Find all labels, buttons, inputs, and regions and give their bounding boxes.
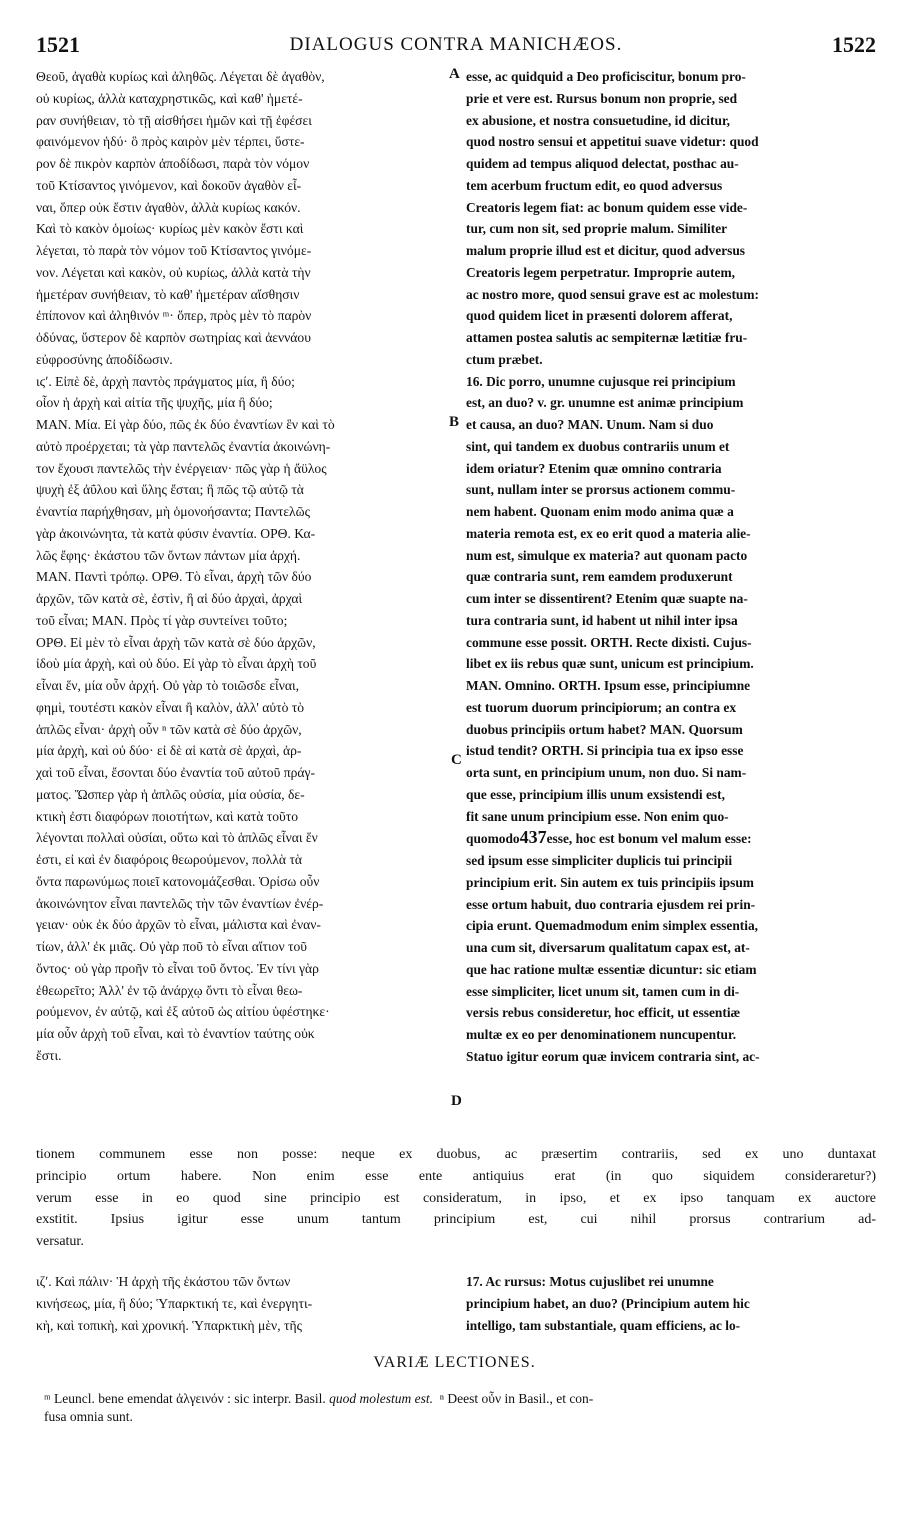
running-title: DIALOGUS CONTRA MANICHÆOS. [289, 34, 623, 55]
footnote-m-text: Leuncl. bene emendat ἀλγεινόν : sic interpr. Basil. [53, 1391, 330, 1406]
greek-line: κὴ, καὶ τοπικὴ, καὶ χρονική. Ὑπαρκτικὴ μὲν, τῆς [36, 1317, 302, 1333]
greek-line: μία οὖν ἀρχὴ τοῦ εἶναι, καὶ τὸ ἐναντίον ταύτης οὐκ [36, 1026, 315, 1041]
latin-line: ex abusione, et nostra consuetudine, id dicitur, [466, 112, 730, 128]
latin-line: sunt, nullam inter se prorsus actionem commu- [466, 482, 736, 498]
latin-line: attamen postea salutis ac sempiternæ lætitiæ fru- [466, 330, 748, 345]
latin-line: esse ortum habuit, duo contraria ejusdem rei prin- [466, 896, 756, 912]
latin-line: sint, qui tandem ex duobus contrariis unum et [466, 438, 730, 454]
greek-line: τον ἔχουσι παντελῶς τὴν ἐνέργειαν· πῶς γὰρ ἡ ἄϋλος [36, 460, 327, 476]
latin-line: materia remota est, ex eo erit quod a materia alie- [466, 525, 751, 541]
greek-line: ἐθεωρεῖτο; Ἀλλ' ἐν τῷ ἀνάρχῳ ὄντι τὸ εἶναι θεω- [36, 982, 303, 998]
latin-line: esse simpliciter, licet unum sit, tamen cum in di- [466, 983, 740, 999]
margin-marker-c: C [451, 752, 462, 768]
latin-line: principium habet, an duo? (Principium autem hic [466, 1295, 750, 1311]
latin-line: num est, simulque ex materia? aut quonam pacto [466, 547, 748, 563]
greek-line: φαινόμενον ἡδύ· ὃ πρὸς καιρὸν μὲν τέρπει, ὕστε- [36, 134, 305, 150]
greek-line: ἰδοὺ μία ἀρχὴ, καὶ οὐ δύο. Εἰ γὰρ τὸ εἶναι ἀρχὴ τοῦ [36, 656, 317, 672]
latin-line: cipia erunt. Quemadmodum enim simplex essentia, [466, 918, 758, 934]
quomodo-prefix: quomodo [466, 831, 520, 847]
greek-line: ΜΑΝ. Παντὶ τρόπῳ. ΟΡΘ. Τὸ εἶναι, ἀρχὴ τῶν δύο [36, 569, 312, 585]
latin-line: multæ ex eo per denominationem nuncupentur. [466, 1027, 737, 1042]
latin-column [466, 66, 878, 1068]
latin-line: fit sane unum principium esse. Non enim quo- [466, 808, 729, 824]
latin-line: quidem ad tempus aliquod delectat, posthac au- [466, 156, 739, 171]
margin-marker-b: B [449, 414, 460, 430]
full-width-line: tionem communem esse non posse: neque ex duobus, ac præsertim contrariis, sed ex uno duntaxat [36, 1147, 876, 1162]
greek-line: κινήσεως, μία, ἢ δύο; Ὑπαρκτική τε, καὶ ἐνεργητι- [36, 1295, 313, 1311]
greek-line: λέγεται, τὸ παρὰ τὸν νόμον τοῦ Κτίσαντος γινόμε- [36, 243, 312, 258]
latin-line: principium erit. Sin autem ex tuis principiis ipsum [466, 874, 754, 890]
greek-line: ρον δὲ πικρὸν καρπὸν ἀποδίδωσι, παρὰ τὸν νόμον [36, 156, 310, 171]
greek-line: Θεοῦ, ἀγαθὰ κυρίως καὶ ἀληθῶς. Λέγεται δὲ ἀγαθὸν, [36, 69, 325, 84]
greek-line: ματος. Ὥσπερ γὰρ ἡ ἁπλῶς οὐσία, μία οὐσία, δε- [36, 786, 305, 802]
latin-line: esse, ac quidquid a Deo proficiscitur, bonum pro- [466, 69, 746, 84]
latin-line: duobus principiis ortum habet? MAN. Quorsum [466, 721, 743, 737]
latin-line: que hac ratione multæ essentiæ dicuntur: sic etiam [466, 961, 757, 977]
greek-line: ιζʹ. Καὶ πάλιν· Ἡ ἀρχὴ τῆς ἑκάστου τῶν ὄντων [36, 1274, 291, 1289]
greek-line: ἐπίπονον καὶ ἀληθινόν ᵐ· ὅπερ, πρὸς μὲν τὸ παρὸν [36, 308, 312, 324]
greek-line: ραν συνήθειαν, τὸ τῇ αἰσθήσει ἡμῶν καὶ τῇ ἐφέσει [36, 112, 312, 128]
latin-line: prie et vere est. Rursus bonum non proprie, sed [466, 90, 738, 106]
latin-line: Statuo igitur eorum quæ invicem contraria sint, ac- [466, 1048, 760, 1064]
latin-column-continued [466, 1271, 878, 1336]
greek-line: γὰρ ἀκοινώνητα, τὰ κατὰ φύσιν ἐναντία. ΟΡΘ. Κα- [36, 525, 316, 541]
latin-line: tura contraria sunt, id habent ut nihil inter ipsa [466, 612, 738, 628]
footnotes [44, 1390, 880, 1426]
greek-line: εἶναι ἕν, μία οὖν ἀρχή. Οὐ γὰρ τὸ τοιῶσδε εἶναι, [36, 678, 300, 693]
greek-line: οἷον ἡ ἀρχὴ καὶ αἰτία τῆς ψυχῆς, μία ἢ δύο; [36, 395, 273, 411]
latin-line: tem acerbum fructum edit, eo quod adversus [466, 177, 723, 193]
greek-line: ΜΑΝ. Μία. Εἰ γὰρ δύο, πῶς ἐκ δύο ἐναντίων ἓν καὶ τὸ [36, 417, 335, 432]
latin-line: ac nostro more, quod sensui grave est ac molestum: [466, 286, 759, 302]
greek-line: ψυχὴ ἐξ ἀΰλου καὶ ὕλης ἔσται; ἢ πῶς τῷ αὐτῷ τὰ [36, 482, 304, 498]
greek-line: κτικὴ ἐστι διαφόρων ποιοτήτων, καὶ κατὰ τοῦτο [36, 808, 299, 824]
latin-line: nem habent. Quonam enim modo anima quæ a [466, 504, 734, 519]
latin-line [466, 827, 878, 850]
latin-line: que esse, principium illis unum exsistendi est, [466, 786, 725, 802]
latin-line: intelligo, tam substantiale, quam efficiens, ac lo- [466, 1317, 741, 1333]
full-width-paragraph [36, 1144, 876, 1253]
latin-line: malum proprie illud est et dicitur, quod adversus [466, 243, 746, 258]
greek-line: ιϛʹ. Εἰπὲ δὲ, ἀρχὴ παντὸς πράγματος μία, ἢ δύο; [36, 373, 295, 389]
greek-line: οὐ κυρίως, ἀλλὰ καταχρηστικῶς, καὶ καθ' ἡμετέ- [36, 90, 303, 106]
full-width-line: versatur. [36, 1234, 84, 1249]
running-header [36, 32, 876, 62]
latin-line: quæ contraria sunt, rem eamdem produxerunt [466, 569, 733, 585]
greek-column [36, 66, 448, 1067]
greek-line: ἁπλῶς εἶναι· ἀρχὴ οὖν ⁿ τῶν κατὰ σὲ δύο ἀρχῶν, [36, 721, 302, 737]
greek-line: αὐτὸ προέρχεται; τὰ γὰρ παντελῶς ἐναντία ἀκοινώνη- [36, 438, 331, 454]
variae-lectiones-heading: VARIÆ LECTIONES. [373, 1354, 536, 1371]
full-width-line: exstitit. Ipsius igitur esse unum tantum principium est, cui nihil prorsus contrarium ad- [36, 1212, 876, 1228]
greek-line: ἔστι. [36, 1047, 62, 1063]
latin-line: quod quidem licet in præsenti dolorem afferat, [466, 308, 733, 324]
latin-line: MAN. Omnino. ORTH. Ipsum esse, principiumne [466, 678, 751, 693]
latin-line: una cum sit, diversarum qualitatum capax est, at- [466, 940, 750, 955]
footnote-m-mark: ᵐ [44, 1391, 51, 1406]
greek-line: ἀρχῶν, τῶν κατὰ σὲ, ἐστὶν, ἢ αἱ δύο ἀρχαὶ, ἀρχαὶ [36, 591, 303, 606]
greek-line: ρούμενον, ἐν αὐτῷ, καὶ ἐξ αὐτοῦ ὡς αἰτίου ὑφέστηκε· [36, 1004, 330, 1020]
latin-line: libet ex iis rebus quæ sunt, unicum est principium. [466, 656, 754, 672]
right-page-number: 1522 [832, 32, 876, 57]
latin-line: ctum præbet. [466, 351, 543, 367]
left-page-number: 1521 [36, 32, 80, 57]
latin-line: Creatoris legem fiat: ac bonum quidem esse vide- [466, 199, 748, 215]
greek-line: μία ἀρχὴ, καὶ οὐ δύο· εἰ δὲ αἱ κατὰ σὲ ἀρχαὶ, ἀρ- [36, 743, 302, 759]
margin-marker-a: A [449, 66, 460, 82]
greek-line: ὄντος· οὐ γὰρ προῆν τὸ εἶναι τοῦ ὄντος. Ἐν τίνι γὰρ [36, 960, 319, 976]
latin-line: tur, cum non sit, sed proprie malum. Similiter [466, 221, 728, 237]
greek-column-continued [36, 1271, 448, 1336]
greek-line: γειαν· οὐκ ἐκ δύο ἀρχῶν τὸ εἶναι, μάλιστα καὶ ἐναν- [36, 917, 321, 933]
greek-line: ἐναντία παρήχθησαν, μὴ ὁμονοήσαντα; Παντελῶς [36, 504, 310, 519]
greek-line: λῶς ἔφης· ἑκάστου τῶν ὄντων πάντων μία ἀρχή. [36, 547, 301, 563]
greek-line: Καὶ τὸ κακὸν ὁμοίως· κυρίως μὲν κακὸν ἔστι καὶ [36, 221, 304, 237]
footnote-n-text-continued: fusa omnia sunt. [44, 1409, 133, 1424]
latin-line: commune esse possit. ORTH. Recte dixisti. Cujus- [466, 634, 752, 650]
greek-line: τίων, ἀλλ' ἐκ μιᾶς. Οὐ γὰρ ποῦ τὸ εἶναι αἴτιον τοῦ [36, 939, 307, 954]
greek-line: ἡμετέραν συνήθειαν, τὸ καθ' ἡμετέραν αἴσθησιν [36, 286, 300, 302]
latin-line: idem oriatur? Etenim quæ omnino contraria [466, 460, 722, 476]
latin-line: est tuorum duorum principiorum; an contra ex [466, 699, 737, 715]
latin-line: versis rebus consideretur, hoc efficit, ut essentiæ [466, 1005, 741, 1021]
latin-line: et causa, an duo? MAN. Unum. Nam si duo [466, 417, 714, 432]
latin-line: Creatoris legem perpetratur. Improprie autem, [466, 264, 735, 280]
greek-line: νον. Λέγεται καὶ κακὸν, οὐ κυρίως, ἀλλὰ κατὰ τὴν [36, 264, 311, 280]
greek-line: ναι, ὅπερ οὐκ ἔστιν ἀγαθὸν, ἀλλὰ κυρίως κακόν. [36, 199, 301, 215]
full-width-line: principio ortum habere. Non enim esse ente antiquius erat (in quo siquidem consideraretur?) [36, 1168, 876, 1184]
latin-line: 16. Dic porro, unumne cujusque rei principium [466, 373, 736, 389]
greek-line: λέγονται πολλαὶ οὐσίαι, οὕτω καὶ τὸ ἁπλῶς εἶναι ἕν [36, 830, 318, 846]
greek-line: τοῦ εἶναι; ΜΑΝ. Πρὸς τί γὰρ συντείνει τοῦτο; [36, 612, 288, 628]
footnote-n-text: Deest οὖν in Basil., et con- [447, 1391, 594, 1406]
full-width-line: verum esse in eo quod sine principio est consideratum, in ipso, et ex ipso tanquam ex auctore [36, 1190, 876, 1206]
latin-line: orta sunt, en principium unum, non duo. Si nam- [466, 765, 747, 780]
text-line-rest: esse, hoc est bonum vel malum esse: [546, 831, 752, 847]
footnote-n-mark: ⁿ [439, 1391, 445, 1406]
greek-line: ΟΡΘ. Εἰ μὲν τὸ εἶναι ἀρχὴ τῶν κατὰ σὲ δύο ἀρχῶν, [36, 634, 316, 650]
greek-line: φημὶ, τουτέστι κακὸν εἶναι ἢ καλὸν, ἀλλ' αὐτὸ τὸ [36, 699, 305, 715]
margin-marker-d: D [451, 1093, 462, 1109]
latin-line: quod nostro sensui et appetitui suave videtur: quod [466, 134, 759, 150]
greek-line: χαὶ τοῦ εἶναι, ἔσονται δύο ἐναντία τοῦ αὐτοῦ πράγ- [36, 765, 316, 780]
greek-line: ἐστι, εἰ καὶ ἐν διαφόροις θεωρούμενον, πολλὰ τὰ [36, 852, 303, 867]
greek-line: ὀδύνας, ὕστερον δὲ καρπὸν σωτηρίας καὶ ἀεννάου [36, 330, 311, 345]
latin-line: cum inter se dissentirent? Etenim quæ suapte na- [466, 591, 748, 606]
latin-line: istud tendit? ORTH. Si principia tua ex ipso esse [466, 743, 744, 759]
greek-line: τοῦ Κτίσαντος γινόμενον, καὶ δοκοῦν ἀγαθὸν εἶ- [36, 177, 302, 193]
greek-line: ὄντα παρωνύμως ποιεῖ κατονομάζεσθαι. Ὁρίσω οὖν [36, 873, 320, 889]
latin-line: 17. Ac rursus: Motus cujuslibet rei unumne [466, 1274, 714, 1289]
footnote-m-italic: quod molestum est. [329, 1391, 434, 1406]
latin-line: est, an duo? v. gr. unumne est animæ principium [466, 395, 744, 411]
greek-line: εὐφροσύνης ἀποδίδωσιν. [36, 351, 173, 367]
latin-line: sed ipsum esse simpliciter duplicis tui principii [466, 853, 733, 868]
greek-line: ἀκοινώνητον εἶναι παντελῶς τὴν τῶν ἐναντίων ἐνέρ- [36, 895, 324, 911]
column-number-437: 437 [519, 827, 547, 848]
